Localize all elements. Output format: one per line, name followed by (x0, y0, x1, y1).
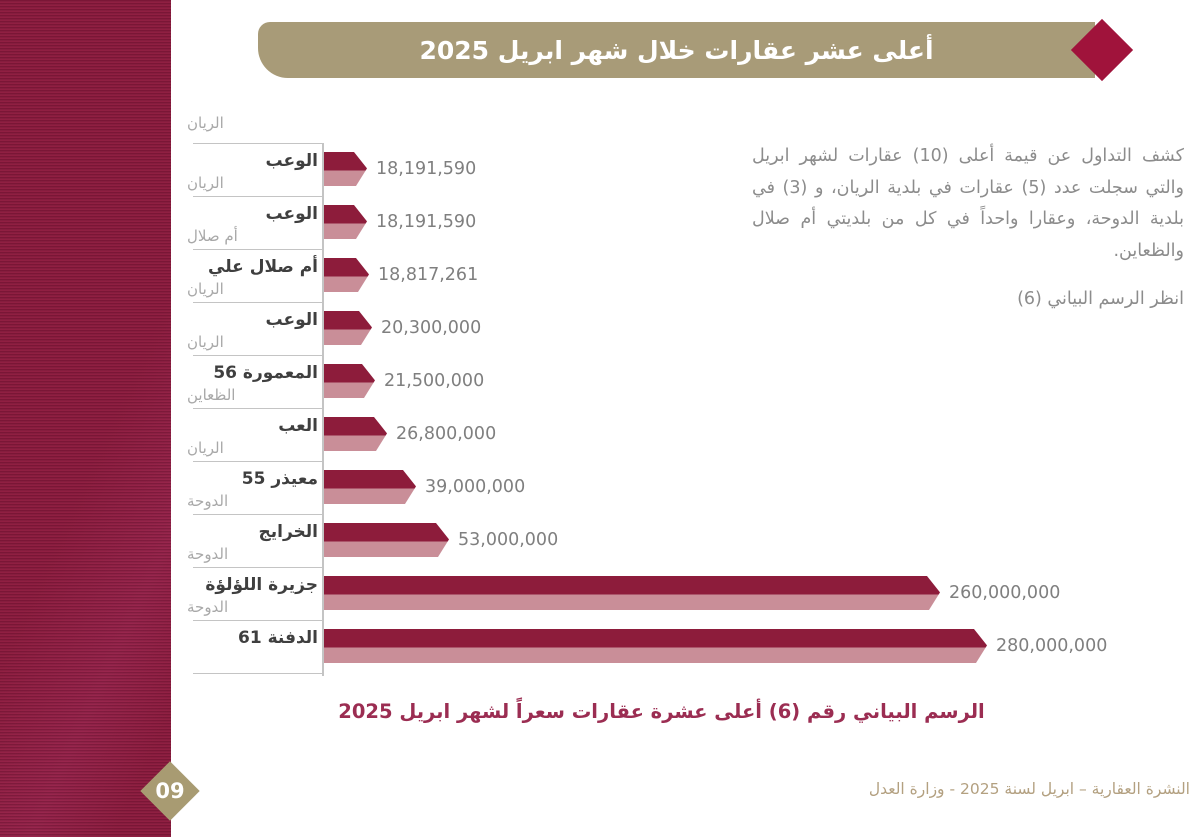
municipality-label: الريان (187, 174, 224, 192)
value-label: 53,000,000 (458, 530, 559, 550)
municipality-label: الريان (187, 439, 224, 457)
category-separator-line (193, 302, 322, 303)
category-separator-line (193, 408, 322, 409)
category-label: جزيرة اللؤلؤة (205, 575, 318, 595)
value-label: 18,191,590 (376, 212, 477, 232)
value-bar (324, 258, 369, 292)
category-label: العب (278, 416, 318, 436)
chart-reference-note: انظر الرسم البياني (6) (1017, 289, 1184, 309)
value-bar (324, 629, 987, 663)
municipality-label: الدوحة (187, 545, 229, 563)
value-bar (324, 364, 375, 398)
category-separator-line (193, 249, 322, 250)
category-separator-line (193, 196, 322, 197)
municipality-label: أم صلال (187, 227, 238, 245)
footer-text: النشرة العقارية – ابريل لسنة 2025 - وزارة العدل (868, 780, 1190, 798)
value-label: 21,500,000 (384, 371, 485, 391)
summary-paragraph: كشف التداول عن قيمة أعلى (10) عقارات لشهر ابريل والتي سجلت عدد (5) عقارات في بلدية الريان، و (3) في بلدية الدوحة، وعقارا واحداً في كل من بلديتي أم صلال والظعاين. (752, 146, 1184, 261)
bar-chart (183, 114, 1143, 703)
municipality-label: الدوحة (187, 598, 229, 616)
value-label: 18,817,261 (378, 265, 479, 285)
value-label: 260,000,000 (949, 583, 1061, 603)
category-label: الوعب (265, 151, 318, 171)
category-separator-line (193, 567, 322, 568)
category-label: الدفنة 61 (237, 628, 318, 648)
municipality-label: الدوحة (187, 492, 229, 510)
page-number-badge (140, 761, 199, 820)
category-separator-line (193, 620, 322, 621)
header-banner (258, 22, 1095, 78)
value-bar (324, 152, 367, 186)
value-bar (324, 311, 372, 345)
category-axis-line (322, 143, 324, 676)
category-separator-line (193, 355, 322, 356)
value-label: 26,800,000 (396, 424, 497, 444)
value-label: 280,000,000 (996, 636, 1108, 656)
category-label: الخرايج (258, 522, 318, 542)
category-label: معيذر 55 (241, 469, 318, 489)
municipality-label: الظعاين (187, 386, 236, 404)
category-label: أم صلال علي (208, 257, 318, 277)
value-bar (324, 417, 387, 451)
value-bar (324, 470, 416, 504)
municipality-label: الريان (187, 280, 224, 298)
sidebar-decoration (0, 0, 185, 837)
category-label: الوعب (265, 310, 318, 330)
value-bar (324, 523, 449, 557)
page-number: 09 (155, 779, 185, 803)
axis-top-municipality-label: الريان (187, 114, 224, 132)
municipality-label: الريان (187, 333, 224, 351)
value-label: 18,191,590 (376, 159, 477, 179)
value-bar (324, 576, 940, 610)
value-label: 39,000,000 (425, 477, 526, 497)
page-title: أعلى عشر عقارات خلال شهر ابريل 2025 (419, 35, 934, 65)
category-separator-line (193, 461, 322, 462)
category-separator-line (193, 143, 322, 144)
category-separator-line (193, 514, 322, 515)
chart-caption: الرسم البياني رقم (6) أعلى عشرة عقارات سعراً لشهر ابريل 2025 (338, 700, 985, 723)
value-bar (324, 205, 367, 239)
category-separator-line (193, 673, 322, 674)
category-label: المعمورة 56 (213, 363, 318, 383)
category-label: الوعب (265, 204, 318, 224)
value-label: 20,300,000 (381, 318, 482, 338)
